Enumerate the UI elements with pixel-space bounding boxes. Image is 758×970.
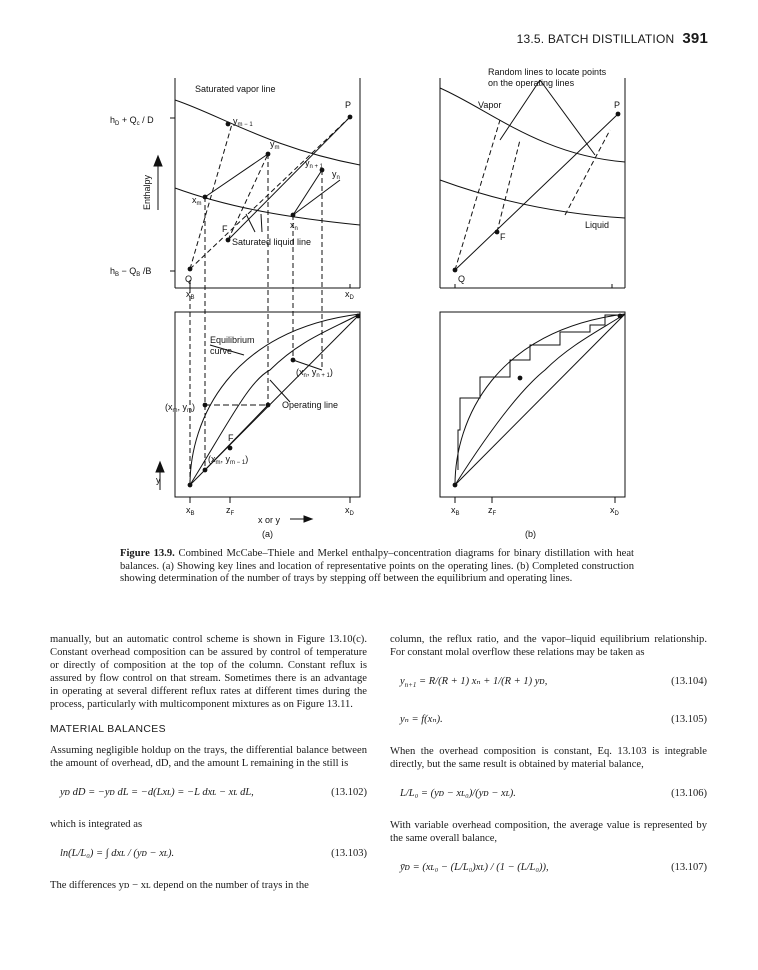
paragraph: When the overhead composition is constant, Eq. 13.103 is integrable directly, but the same result is obtained by material balance,	[390, 746, 707, 770]
label-enthalpy: Enthalpy	[142, 174, 152, 210]
label-operating-line: Operating line	[282, 400, 339, 410]
left-column	[50, 633, 367, 902]
paragraph: column, the reflux ratio, and the vapor–liquid equilibrium relationship. For constant molal overflow these relations may be taken as	[390, 634, 707, 658]
label-xd-top-a: $x_D$	[345, 289, 354, 301]
equation-13-107	[390, 855, 707, 883]
label-q-b: Q	[458, 274, 466, 284]
label-p-a: P	[345, 100, 352, 110]
label-xm-ym: ($x_m$, $y_m$)	[165, 402, 196, 414]
label-xd-b: $x_D$	[610, 505, 619, 517]
equation-body: ln(L/L₀) = ∫ dxʟ / (yᴅ − xʟ).	[60, 848, 175, 859]
paragraph: Assuming negligible holdup on the trays, the differential balance between the amount of overhead, dD, and the amount L remaining in the still is	[50, 745, 367, 769]
equation-number: (13.107)	[671, 862, 707, 873]
label-xb-a: $x_B$	[186, 505, 195, 517]
equation-13-103	[50, 841, 367, 869]
panel-a-xy	[156, 312, 360, 522]
label-xm: $x_m$	[192, 195, 202, 207]
vapor-curve-b	[440, 88, 625, 162]
equation-body: yᴅ dD = −yᴅ dL = −d(Lxʟ) = −L dxʟ − xʟ dL,	[60, 787, 254, 798]
equation-number: (13.102)	[331, 787, 367, 798]
label-ym-1: $y_{m - 1}$	[233, 116, 253, 128]
label-hb: $h_B - Q_B$ /B	[110, 266, 152, 278]
page-number: 391	[682, 30, 708, 47]
label-q-a: Q	[185, 274, 193, 284]
label-b: (b)	[525, 529, 536, 539]
paragraph: manually, but an automatic control scheme is shown in Figure 13.10(c). Constant overhead composition can be assured by control of temperature or directly of composition at the top of the column. Constant reflux is assured by flow control on that stream. Sometimes there is an advantage in operating at several different reflux rates at different times during the process, particularly with multicomponent mixtures as on Figure 13.11.	[50, 634, 367, 710]
equation-body: yₙ = f(xₙ).	[400, 714, 443, 725]
paragraph: With variable overhead composition, the average value is represented by the same overall balance,	[390, 820, 707, 844]
equation-13-102	[50, 780, 367, 808]
equation-13-104	[390, 669, 707, 697]
label-liquid-b: Liquid	[585, 220, 610, 230]
label-xb-top-a: $x_B$	[186, 289, 195, 301]
label-hd: $h_D + Q_c / D$	[110, 115, 154, 127]
paragraph: which is integrated as	[50, 819, 143, 830]
label-xd-a: $x_D$	[345, 505, 354, 517]
label-y-axis: y	[156, 475, 161, 485]
equation-body: $y_{n+1} = R/(R + 1) x_n + 1/(R + 1)$ yᴅ,	[400, 676, 548, 690]
label-f-a-lower: F	[228, 433, 234, 443]
label-zf-b: $z_F$	[488, 505, 497, 517]
section-title: 13.5. BATCH DISTILLATION	[516, 32, 675, 46]
label-yn1: $y_{n + 1}$	[305, 158, 324, 170]
label-a: (a)	[262, 529, 273, 539]
label-ym: $y_m$	[270, 139, 280, 151]
equation-13-106	[390, 781, 707, 809]
liquid-curve-b	[440, 180, 625, 218]
equation-number: (13.105)	[671, 714, 707, 725]
label-zf-a: $z_F$	[226, 505, 235, 517]
equation-body: L/L₀ = (yᴅ − xʟ₀)/(yᴅ − xʟ).	[400, 788, 516, 799]
label-xn: $x_n$	[290, 220, 298, 232]
label-xb-b: $x_B$	[451, 505, 460, 517]
section-heading: MATERIAL BALANCES	[50, 724, 166, 735]
panel-b-xy	[440, 312, 625, 503]
paragraph: The differences yᴅ − xʟ depend on the number of trays in the	[50, 880, 309, 891]
label-f-b: F	[500, 232, 506, 242]
caption-lead: Figure 13.9.	[120, 548, 175, 559]
equation-number: (13.106)	[671, 788, 707, 799]
equation-13-105	[390, 707, 707, 735]
label-yn: $y_n$	[332, 169, 340, 181]
label-saturated-vapor: Saturated vapor line	[195, 84, 276, 94]
equation-number: (13.103)	[331, 848, 367, 859]
label-xn-yn1: ($x_n$, $y_{n + 1}$)	[296, 367, 333, 379]
label-p-b: P	[614, 100, 621, 110]
equation-body: ȳᴅ = (xʟ₀ − (L/L₀)xʟ) / (1 − (L/L₀)),	[400, 862, 549, 873]
label-x-axis: x or y	[258, 515, 281, 525]
caption-text: Combined McCabe–Thiele and Merkel enthalpy–concentration diagrams for binary distillation with heat balances. (a) Showing key lines and location of representative points on the operating lines. (b) Completed construction showing determination of the number of trays by stepping off between the equilibrium and operating lines.	[120, 548, 634, 585]
figure-caption	[120, 548, 634, 586]
panel-b-enthalpy	[440, 78, 625, 288]
label-f-a: F	[222, 224, 228, 234]
label-vapor-b: Vapor	[478, 100, 502, 110]
label-random-2: on the operating lines	[488, 78, 575, 88]
label-saturated-liquid: Saturated liquid line	[232, 237, 312, 247]
label-xm-ym1: ($x_m$, $y_{m - 1}$)	[208, 454, 249, 466]
label-random-1: Random lines to locate points	[488, 67, 607, 77]
label-equilibrium: Equilibrium	[210, 335, 255, 345]
label-curve: curve	[210, 346, 233, 356]
right-column	[390, 633, 707, 893]
equation-number: (13.104)	[671, 676, 707, 687]
